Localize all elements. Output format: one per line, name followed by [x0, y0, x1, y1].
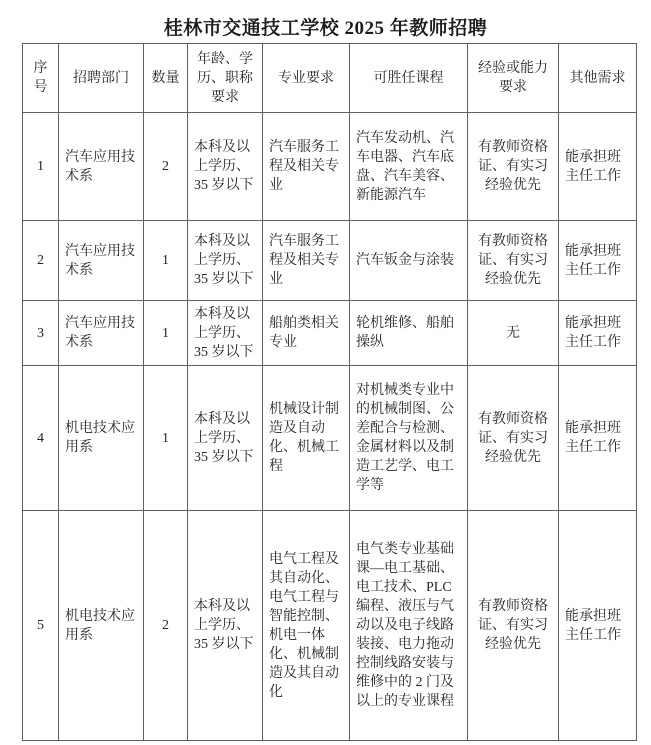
table-row: [23, 221, 637, 301]
cell-no: 3: [23, 301, 59, 366]
cell-requirement: 本科及以上学历、35 岁以下: [188, 366, 263, 511]
recruitment-table: [22, 43, 637, 741]
cell-requirement: 本科及以上学历、35 岁以下: [188, 301, 263, 366]
page-title: 桂林市交通技工学校 2025 年教师招聘: [163, 18, 488, 39]
cell-no: 1: [23, 113, 59, 221]
cell-courses: 汽车发动机、汽车电器、汽车底盘、汽车美容、新能源汽车: [350, 113, 468, 221]
table-header-row: [23, 44, 637, 113]
cell-no: 5: [23, 511, 59, 741]
column-header-other: 其他需求: [559, 44, 637, 113]
cell-major: 船舶类相关专业: [263, 301, 350, 366]
cell-experience: 有教师资格证、有实习经验优先: [468, 511, 559, 741]
column-header-requirement: 年龄、学历、职称要求: [188, 44, 263, 113]
table-row: [23, 301, 637, 366]
column-header-no: 序号: [23, 44, 59, 113]
table-row: [23, 511, 637, 741]
cell-requirement: 本科及以上学历、35 岁以下: [188, 511, 263, 741]
cell-major: 汽车服务工程及相关专业: [263, 221, 350, 301]
cell-department: 机电技术应用系: [59, 511, 144, 741]
cell-courses: 对机械类专业中的机械制图、公差配合与检测、金属材料以及制造工艺学、电工学等: [350, 366, 468, 511]
cell-experience: 无: [468, 301, 559, 366]
cell-courses: 电气类专业基础课—电工基础、电工技术、PLC 编程、液压与气动以及电子线路装接、电力拖动控制线路安装与维修中的 2 门及以上的专业课程: [350, 511, 468, 741]
cell-department: 机电技术应用系: [59, 366, 144, 511]
cell-quantity: 2: [144, 113, 188, 221]
column-header-department: 招聘部门: [59, 44, 144, 113]
table-row: [23, 113, 637, 221]
column-header-experience: 经验或能力要求: [468, 44, 559, 113]
cell-courses: 汽车钣金与涂装: [350, 221, 468, 301]
column-header-quantity: 数量: [144, 44, 188, 113]
cell-experience: 有教师资格证、有实习经验优先: [468, 221, 559, 301]
table-row: [23, 366, 637, 511]
cell-department: 汽车应用技术系: [59, 113, 144, 221]
cell-experience: 有教师资格证、有实习经验优先: [468, 366, 559, 511]
cell-major: 机械设计制造及自动化、机械工程: [263, 366, 350, 511]
cell-other: 能承担班主任工作: [559, 221, 637, 301]
cell-other: 能承担班主任工作: [559, 113, 637, 221]
cell-other: 能承担班主任工作: [559, 301, 637, 366]
cell-major: 电气工程及其自动化、电气工程与智能控制、机电一体化、机械制造及其自动化: [263, 511, 350, 741]
column-header-major: 专业要求: [263, 44, 350, 113]
cell-requirement: 本科及以上学历、35 岁以下: [188, 221, 263, 301]
cell-quantity: 1: [144, 221, 188, 301]
cell-requirement: 本科及以上学历、35 岁以下: [188, 113, 263, 221]
cell-experience: 有教师资格证、有实习经验优先: [468, 113, 559, 221]
cell-quantity: 1: [144, 366, 188, 511]
cell-other: 能承担班主任工作: [559, 366, 637, 511]
cell-other: 能承担班主任工作: [559, 511, 637, 741]
cell-department: 汽车应用技术系: [59, 301, 144, 366]
cell-no: 2: [23, 221, 59, 301]
cell-department: 汽车应用技术系: [59, 221, 144, 301]
cell-major: 汽车服务工程及相关专业: [263, 113, 350, 221]
cell-courses: 轮机维修、船舶操纵: [350, 301, 468, 366]
cell-quantity: 2: [144, 511, 188, 741]
column-header-courses: 可胜任课程: [350, 44, 468, 113]
cell-quantity: 1: [144, 301, 188, 366]
cell-no: 4: [23, 366, 59, 511]
